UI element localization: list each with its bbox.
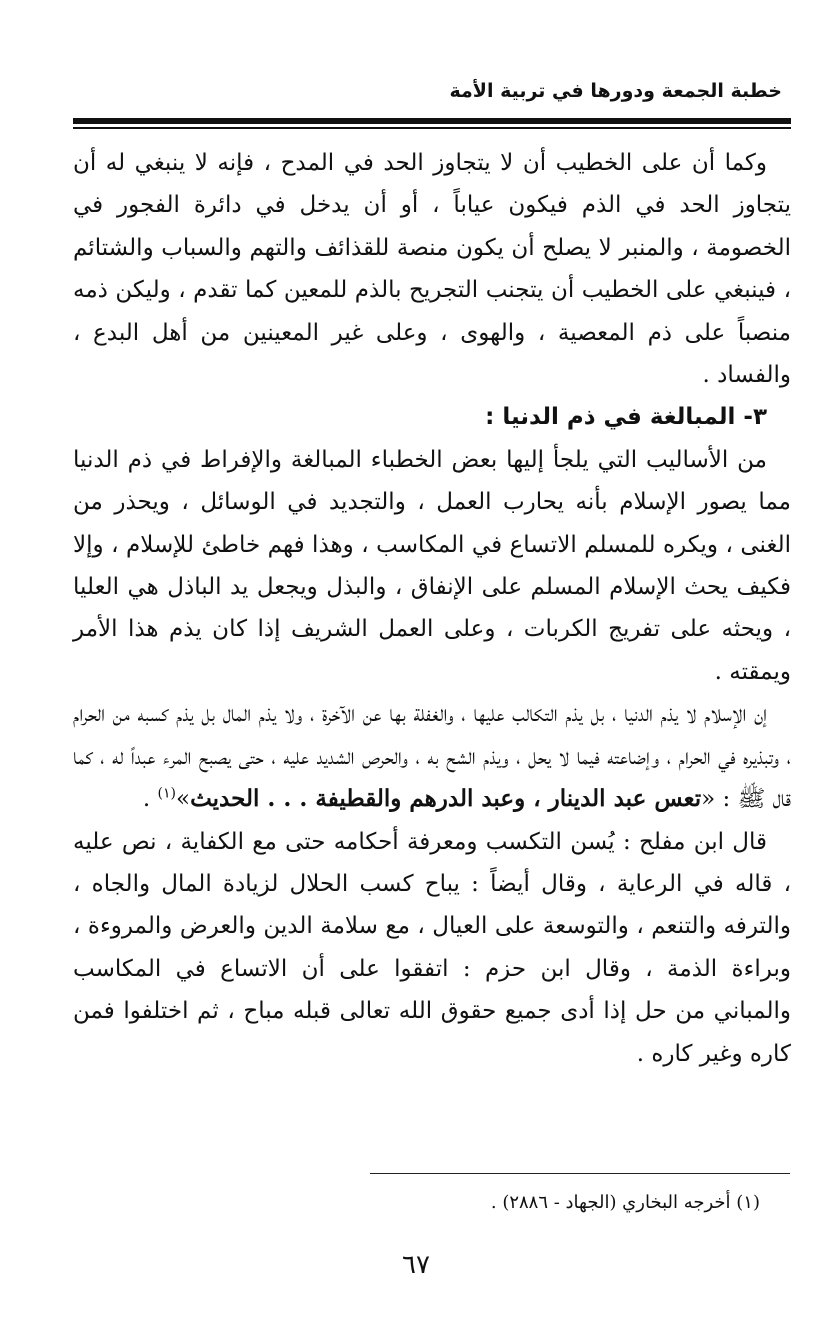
section-heading: ٣- المبالغة في ذم الدنيا : — [485, 404, 767, 431]
page-body — [73, 142, 791, 1075]
paragraph-3 — [73, 693, 791, 820]
running-header: خطبة الجمعة ودورها في تربية الأمة — [449, 80, 782, 102]
header-rule-thick — [73, 118, 791, 124]
footnote-ref[interactable]: (١) — [157, 785, 176, 802]
paragraph-4: قال ابن مفلح : يُسن التكسب ومعرفة أحكامه حتى مع الكفاية ، نص عليه ، قاله في الرعاية ، وقال أيضاً : يباح كسب الحلال لزيادة المال والجاه ، والترفه والتنعم ، والتوسعة على العيال ، مع سلامة الدين والعرض والمروءة ، وبراءة الذمة ، وقال ابن حزم : اتفقوا على أن الاتساع في المكاسب والمباني من حل إذا أدى جميع حقوق الله تعالى قبله مباح ، ثم اختلفوا فمن كاره وغير كاره . — [73, 828, 791, 1067]
page-number: ٦٧ — [402, 1250, 430, 1280]
hadith-quote: تعس عبد الدينار ، وعبد الدرهم والقطيفة . . . الحديث — [190, 785, 702, 813]
paragraph-2: من الأساليب التي يلجأ إليها بعض الخطباء المبالغة والإفراط في ذم الدنيا مما يصور الإسلام بأنه يحارب العمل ، والتجديد في الوسائل ، ويحذر من الغنى ، ويكره للمسلم الاتساع في المكاسب ، وهذا فهم خاطئ للإسلام ، وإلا فكيف يحث الإسلام المسلم على الإنفاق ، والبذل ويجعل يد الباذل هي العليا ، ويحثه على تفريج الكربات ، وعلى العمل الشريف إذا كان يذم هذا الأمر ويمقته . — [73, 446, 791, 685]
quote-close: » — [175, 786, 191, 813]
paragraph-1: وكما أن على الخطيب أن لا يتجاوز الحد في المدح ، فإنه لا ينبغي له أن يتجاوز الحد في الذم فيكون عياباً ، أو أن يدخل في دائرة الفجور في الخصومة ، والمنبر لا يصلح أن يكون منصة للقذائف والتهم والسباب والشتائم ، فينبغي على الخطيب أن يتجنب التجريح بالذم للمعين كما تقدم ، وليكن ذمه منصباً على ذم المعصية ، والهوى ، وعلى غير المعينين من أهل البدع ، والفساد . — [73, 150, 791, 389]
footnote-rule — [370, 1173, 790, 1174]
header-rule-thin — [73, 127, 791, 129]
paragraph-3-text: إن الإسلام لا يذم الدنيا ، بل يذم التكالب عليها ، والغفلة بها عن الآخرة ، ولا يذم المال بل يذم كسبه من الحرام ، وتبذيره في الحرام ، وإضاعته فيما لا يحل ، ويذم الشح به ، والحرص الشديد عليه ، حتى يصبح المرء عبداً له ، كما قال ﷺ : « — [73, 701, 791, 813]
footnote: (١) أخرجه البخاري (الجهاد - ٢٨٨٦) . — [490, 1192, 760, 1213]
paragraph-3-end: . — [142, 786, 158, 813]
